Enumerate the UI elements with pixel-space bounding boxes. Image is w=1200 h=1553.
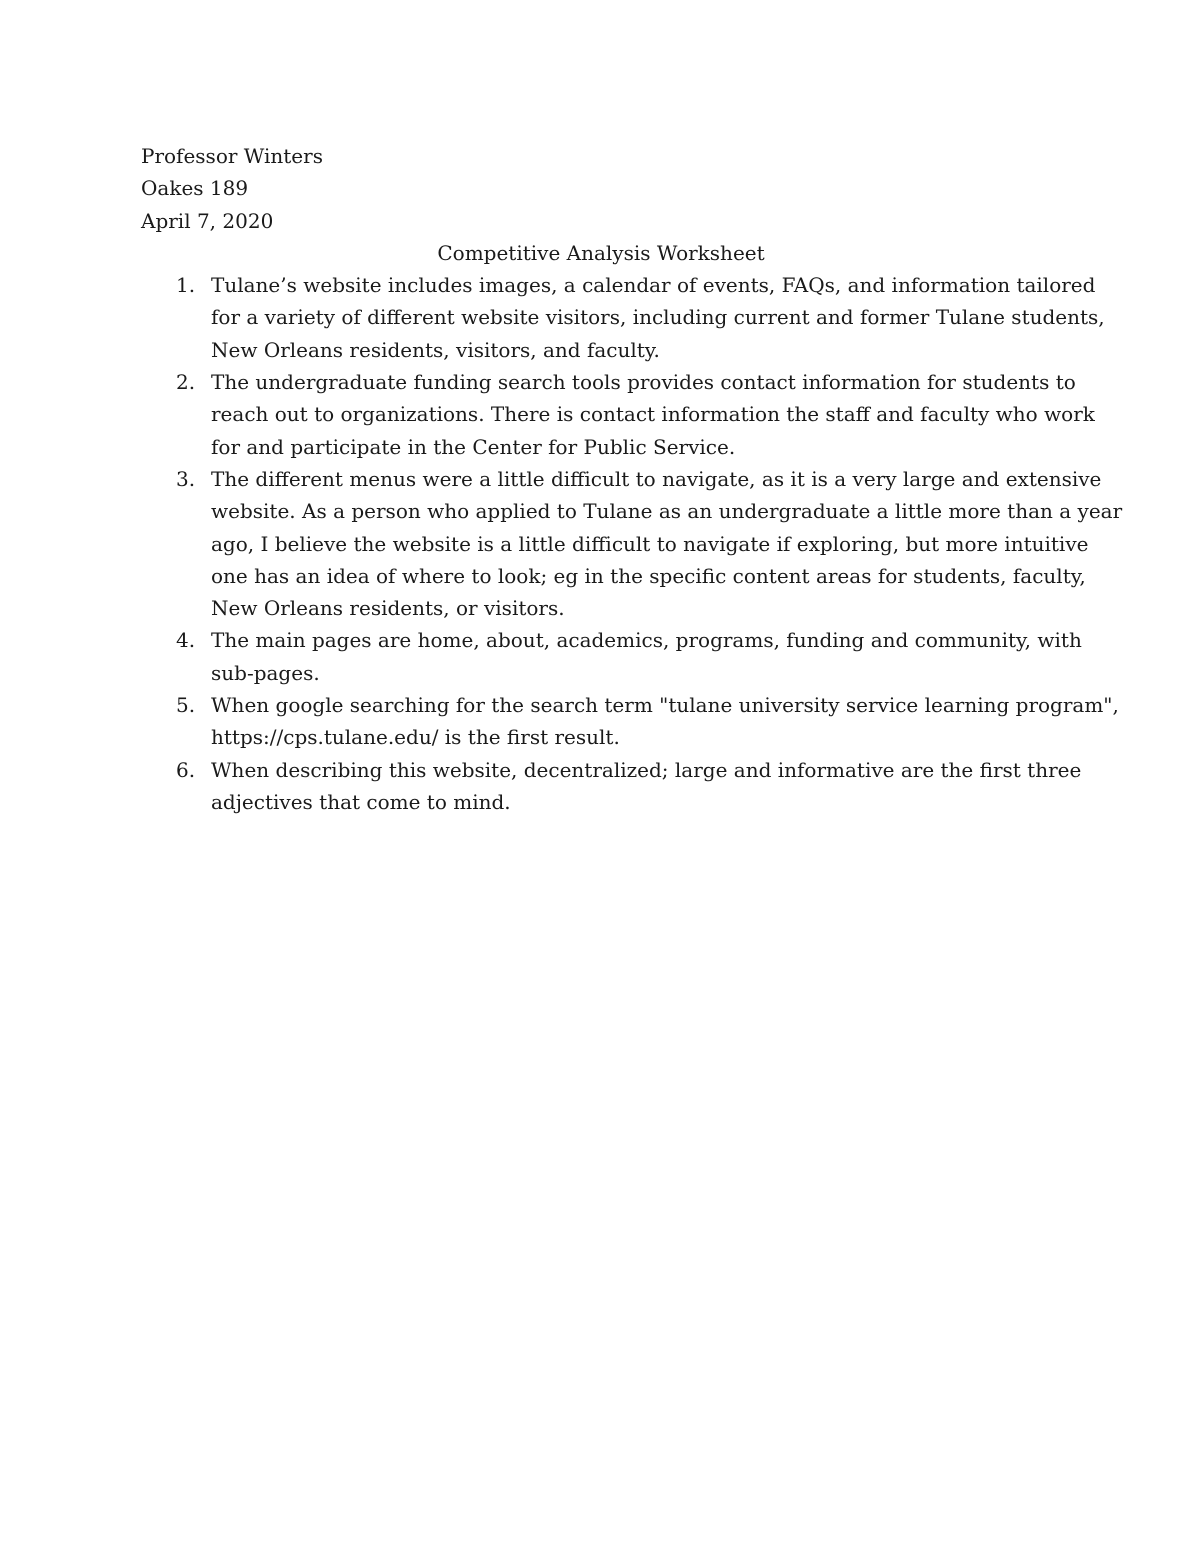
list-item-text-line: Tulane’s website includes images, a calendar of events, FAQs, and information tailored (211, 273, 1096, 298)
list-item-text-line: reach out to organizations. There is contact information the staff and faculty who work (211, 402, 1095, 427)
list-item-text-line: When google searching for the search term "tulane university service learning program", (211, 693, 1119, 718)
list-item-text-line: adjectives that come to mind. (211, 789, 511, 814)
list-item-text-line: The main pages are home, about, academics, programs, funding and community, with (211, 628, 1082, 653)
list-item-text-line: New Orleans residents, visitors, and faculty. (211, 337, 660, 362)
list-item-number: 1. (176, 273, 196, 298)
list-item-text-line: https://cps.tulane.edu/ is the first result. (211, 725, 620, 750)
list-item (141, 366, 1095, 463)
list-item-number: 5. (176, 693, 196, 718)
list-item-number: 2. (176, 370, 196, 395)
document-date: April 7, 2020 (141, 208, 274, 233)
list-item-number: 3. (176, 466, 196, 491)
document-title: Competitive Analysis Worksheet (437, 240, 765, 265)
list-item-text-line: one has an idea of where to look; eg in the specific content areas for students, faculty, (211, 563, 1086, 588)
list-item (141, 754, 1082, 819)
numbered-list (141, 269, 1123, 818)
list-item-text-line: When describing this website, decentralized; large and informative are the first three (211, 757, 1082, 782)
list-item (141, 463, 1123, 624)
list-item-text-line: The undergraduate funding search tools provides contact information for students to (211, 370, 1076, 395)
list-item-text-line: The different menus were a little difficult to navigate, as it is a very large and extensive (211, 466, 1102, 491)
list-item (141, 689, 1119, 754)
list-item-number: 6. (176, 757, 196, 782)
list-item-text-line: for a variety of different website visitors, including current and former Tulane students, (211, 305, 1105, 330)
list-item-text-line: New Orleans residents, or visitors. (211, 596, 565, 621)
list-item-text-line: ago, I believe the website is a little difficult to navigate if exploring, but more intuitive (211, 531, 1089, 556)
professor-name: Professor Winters (141, 144, 323, 168)
document-body (141, 140, 1123, 818)
list-item-text-line: for and participate in the Center for Public Service. (211, 434, 736, 459)
list-item-text-line: sub-pages. (211, 660, 320, 685)
list-item (141, 269, 1105, 366)
list-item-text-line: website. As a person who applied to Tulane as an undergraduate a little more than a year (211, 499, 1123, 524)
course-name: Oakes 189 (141, 176, 249, 201)
list-item (141, 624, 1082, 689)
list-item-number: 4. (176, 628, 196, 653)
